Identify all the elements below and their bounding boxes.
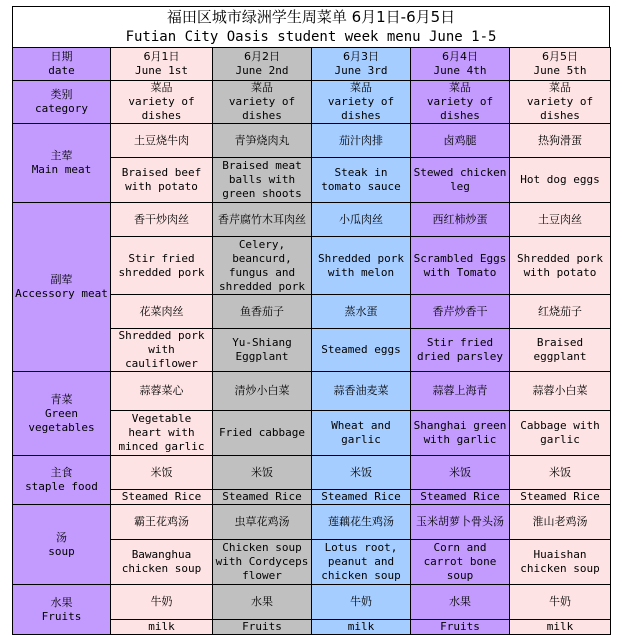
category-cell-4 bbox=[411, 81, 510, 124]
accessory-meat-label bbox=[13, 203, 111, 372]
accessory-2-en-text: Yu-Shiang Eggplant bbox=[232, 336, 292, 363]
table-row bbox=[13, 372, 611, 411]
fruits-en-text: milk bbox=[148, 620, 175, 633]
green-veg-en-cell-5 bbox=[510, 411, 611, 456]
accessory-1-zh-cell-1 bbox=[111, 203, 213, 237]
soup-label bbox=[13, 505, 111, 585]
main-meat-zh-text: 卤鸡腿 bbox=[443, 133, 477, 147]
category-label bbox=[13, 81, 111, 124]
staple-zh-cell-5 bbox=[510, 456, 611, 490]
staple-en-text: Steamed Rice bbox=[321, 490, 401, 503]
green-veg-zh-cell-3 bbox=[312, 372, 411, 411]
category-zh: 菜品 bbox=[150, 81, 173, 94]
green-veg-en-text: Vegetable heart with minced garlic bbox=[118, 412, 205, 453]
green-veg-zh-text: 蒜蓉菜心 bbox=[139, 384, 184, 397]
soup-zh-cell-2 bbox=[213, 505, 312, 540]
accessory-2-en-text: Stir fried dried parsley bbox=[416, 336, 504, 363]
accessory-1-zh-text: 小瓜肉丝 bbox=[339, 212, 383, 226]
staple-label-zh: 主食 bbox=[50, 466, 73, 479]
main-meat-zh-cell-1 bbox=[111, 124, 213, 158]
green-veg-en-cell-1 bbox=[111, 411, 213, 456]
date-zh: 6月3日 bbox=[343, 50, 379, 63]
category-zh: 菜品 bbox=[350, 81, 372, 94]
accessory-2-zh-text: 鱼香茄子 bbox=[240, 304, 284, 318]
menu-title bbox=[12, 6, 610, 47]
menu-sheet bbox=[12, 6, 610, 635]
green-veg-label bbox=[13, 372, 111, 456]
soup-zh-text: 虫草花鸡汤 bbox=[234, 515, 290, 528]
accessory-2-zh-cell-2 bbox=[213, 295, 312, 329]
green-veg-zh-cell-4 bbox=[411, 372, 510, 411]
accessory-2-zh-text: 蒸水蛋 bbox=[344, 304, 378, 318]
staple-en-text: Steamed Rice bbox=[121, 490, 202, 503]
accessory-2-en-cell-4 bbox=[411, 329, 510, 372]
category-en: variety of dishes bbox=[228, 95, 296, 122]
date-en: June 3rd bbox=[334, 64, 388, 77]
category-zh: 菜品 bbox=[449, 81, 471, 94]
staple-zh-text: 米饭 bbox=[449, 465, 471, 479]
soup-zh-text: 玉米胡萝卜骨头汤 bbox=[416, 515, 504, 528]
fruits-zh-cell-2 bbox=[213, 585, 312, 620]
fruits-en-text: milk bbox=[546, 620, 574, 633]
date-en: June 5th bbox=[533, 64, 587, 77]
date-en: June 2nd bbox=[235, 64, 289, 77]
fruits-zh-cell-3 bbox=[312, 585, 411, 620]
accessory-meat-label-zh: 副荤 bbox=[50, 273, 73, 286]
date-cell-2 bbox=[213, 48, 312, 81]
main-meat-label-zh: 主荤 bbox=[50, 149, 73, 162]
soup-zh-text: 莲藕花生鸡汤 bbox=[328, 515, 394, 528]
soup-zh-cell-1 bbox=[111, 505, 213, 540]
fruits-en-text: Fruits bbox=[440, 620, 480, 633]
date-en: June 4th bbox=[433, 64, 487, 77]
soup-en-cell-2 bbox=[213, 540, 312, 585]
soup-label-en: soup bbox=[48, 544, 75, 558]
accessory-2-en-cell-2 bbox=[213, 329, 312, 372]
category-zh: 菜品 bbox=[549, 81, 571, 94]
staple-zh-cell-1 bbox=[111, 456, 213, 490]
soup-en-text: Corn and carrot bone soup bbox=[423, 541, 497, 582]
main-meat-zh-text: 热狗滑蛋 bbox=[538, 133, 582, 147]
staple-en-text: Steamed Rice bbox=[520, 490, 600, 503]
accessory-2-zh-text: 红烧茄子 bbox=[538, 304, 582, 318]
fruits-zh-text: 牛奶 bbox=[350, 595, 372, 608]
staple-zh-cell-2 bbox=[213, 456, 312, 490]
date-cell-5 bbox=[510, 48, 611, 81]
green-veg-zh-text: 蒜蓉上海青 bbox=[432, 384, 488, 397]
main-meat-zh-text: 茄汁肉排 bbox=[339, 133, 383, 147]
date-cell-3 bbox=[312, 48, 411, 81]
staple-label-en: staple food bbox=[25, 480, 98, 493]
table-row bbox=[13, 203, 611, 237]
accessory-1-en-cell-3 bbox=[312, 237, 411, 295]
table-row bbox=[13, 505, 611, 540]
green-veg-zh-cell-1 bbox=[111, 372, 213, 411]
staple-en-cell-1 bbox=[111, 490, 213, 505]
date-label-en: date bbox=[48, 64, 75, 77]
soup-en-text: Huaishan chicken soup bbox=[520, 548, 600, 575]
soup-zh-text: 淮山老鸡汤 bbox=[532, 515, 588, 528]
main-meat-en-text: Braised meat balls with green shoots bbox=[222, 159, 302, 200]
accessory-1-zh-cell-4 bbox=[411, 203, 510, 237]
fruits-zh-cell-5 bbox=[510, 585, 611, 620]
fruits-label-zh: 水果 bbox=[50, 595, 73, 609]
staple-en-text: Steamed Rice bbox=[420, 490, 500, 503]
staple-label bbox=[13, 456, 111, 505]
green-veg-zh-cell-2 bbox=[213, 372, 312, 411]
main-meat-zh-cell-3 bbox=[312, 124, 411, 158]
staple-zh-text: 米饭 bbox=[150, 465, 173, 479]
accessory-2-en-cell-5 bbox=[510, 329, 611, 372]
accessory-1-en-text: Celery, beancurd, fungus and shredded pork bbox=[218, 237, 306, 293]
staple-zh-cell-4 bbox=[411, 456, 510, 490]
green-veg-en-text: Wheat and garlic bbox=[331, 419, 391, 446]
fruits-zh-cell-1 bbox=[111, 585, 213, 620]
date-zh: 6月1日 bbox=[143, 50, 180, 63]
main-meat-en-cell-5 bbox=[510, 158, 611, 203]
category-label-zh: 类别 bbox=[50, 88, 73, 101]
accessory-2-zh-cell-4 bbox=[411, 295, 510, 329]
green-veg-en-text: Shanghai green with garlic bbox=[413, 419, 507, 446]
staple-zh-text: 米饭 bbox=[251, 465, 273, 479]
fruits-zh-text: 牛奶 bbox=[549, 595, 571, 608]
main-meat-zh-cell-5 bbox=[510, 124, 611, 158]
main-meat-label bbox=[13, 124, 111, 203]
category-en: variety of dishes bbox=[128, 95, 195, 122]
green-veg-zh-cell-5 bbox=[510, 372, 611, 411]
fruits-en-text: Fruits bbox=[242, 620, 282, 633]
main-meat-en-text: Stewed chicken leg bbox=[413, 166, 507, 193]
accessory-1-zh-text: 西红柿炒蛋 bbox=[432, 212, 488, 226]
fruits-zh-text: 牛奶 bbox=[150, 595, 173, 608]
main-meat-zh-cell-4 bbox=[411, 124, 510, 158]
main-meat-label-en: Main meat bbox=[31, 163, 92, 176]
green-veg-label-en: Green vegetables bbox=[28, 406, 95, 434]
table-row bbox=[13, 124, 611, 158]
fruits-en-cell-2 bbox=[213, 620, 312, 635]
staple-en-cell-4 bbox=[411, 490, 510, 505]
date-zh: 6月2日 bbox=[244, 50, 280, 63]
main-meat-zh-text: 青笋烧肉丸 bbox=[234, 133, 290, 147]
accessory-1-en-cell-2 bbox=[213, 237, 312, 295]
staple-en-cell-5 bbox=[510, 490, 611, 505]
accessory-2-en-cell-3 bbox=[312, 329, 411, 372]
fruits-en-text: milk bbox=[347, 620, 375, 633]
soup-zh-cell-3 bbox=[312, 505, 411, 540]
soup-en-cell-1 bbox=[111, 540, 213, 585]
date-cell-4 bbox=[411, 48, 510, 81]
main-meat-en-cell-4 bbox=[411, 158, 510, 203]
soup-zh-cell-4 bbox=[411, 505, 510, 540]
accessory-1-en-text: Stir fried shredded pork bbox=[118, 251, 205, 279]
green-veg-zh-text: 清炒小白菜 bbox=[234, 384, 290, 397]
main-meat-en-cell-2 bbox=[213, 158, 312, 203]
main-meat-zh-text: 土豆烧牛肉 bbox=[134, 133, 189, 147]
fruits-zh-text: 水果 bbox=[251, 595, 273, 608]
date-en: June 1st bbox=[135, 64, 188, 77]
soup-en-cell-4 bbox=[411, 540, 510, 585]
accessory-2-zh-cell-1 bbox=[111, 295, 213, 329]
staple-en-cell-3 bbox=[312, 490, 411, 505]
green-veg-en-cell-3 bbox=[312, 411, 411, 456]
date-label-zh: 日期 bbox=[50, 50, 73, 63]
main-meat-en-text: Braised beef with potato bbox=[121, 166, 202, 193]
soup-label-zh: 汤 bbox=[56, 530, 67, 544]
soup-en-cell-3 bbox=[312, 540, 411, 585]
table-row bbox=[13, 585, 611, 620]
category-en: variety of dishes bbox=[526, 95, 594, 122]
accessory-2-zh-cell-3 bbox=[312, 295, 411, 329]
soup-en-text: Bawanghua chicken soup bbox=[121, 548, 202, 575]
green-veg-zh-text: 蒜蓉小白菜 bbox=[532, 384, 588, 397]
category-cell-3 bbox=[312, 81, 411, 124]
category-cell-1 bbox=[111, 81, 213, 124]
main-meat-zh-cell-2 bbox=[213, 124, 312, 158]
staple-en-text: Steamed Rice bbox=[222, 490, 302, 503]
green-veg-label-zh: 青菜 bbox=[50, 392, 73, 406]
staple-zh-cell-3 bbox=[312, 456, 411, 490]
main-meat-en-text: Hot dog eggs bbox=[520, 173, 600, 186]
accessory-1-en-text: Scrambled Eggs with Tomato bbox=[413, 251, 507, 279]
accessory-1-en-cell-1 bbox=[111, 237, 213, 295]
fruits-en-cell-4 bbox=[411, 620, 510, 635]
main-meat-en-cell-1 bbox=[111, 158, 213, 203]
soup-en-text: Chicken soup with Cordyceps flower bbox=[215, 541, 309, 582]
staple-en-cell-2 bbox=[213, 490, 312, 505]
green-veg-en-text: Cabbage with garlic bbox=[520, 419, 600, 446]
category-cell-5 bbox=[510, 81, 611, 124]
accessory-2-zh-text: 香芹炒香干 bbox=[432, 304, 488, 318]
accessory-2-zh-cell-5 bbox=[510, 295, 611, 329]
accessory-2-en-cell-1 bbox=[111, 329, 213, 372]
main-meat-en-text: Steak in tomato sauce bbox=[321, 166, 401, 193]
staple-zh-text: 米饭 bbox=[549, 465, 571, 479]
accessory-1-zh-cell-2 bbox=[213, 203, 312, 237]
category-en: variety of dishes bbox=[426, 95, 494, 122]
green-veg-en-cell-4 bbox=[411, 411, 510, 456]
accessory-2-zh-text: 花菜肉丝 bbox=[139, 304, 184, 318]
staple-zh-text: 米饭 bbox=[350, 465, 372, 479]
accessory-1-en-text: Shredded pork with melon bbox=[317, 251, 405, 279]
date-zh: 6月5日 bbox=[542, 50, 578, 63]
green-veg-en-cell-2 bbox=[213, 411, 312, 456]
main-meat-en-cell-3 bbox=[312, 158, 411, 203]
title-chinese: 福田区城市绿洲学生周菜单 6月1日-6月5日 bbox=[166, 8, 456, 26]
fruits-en-cell-3 bbox=[312, 620, 411, 635]
soup-en-text: Lotus root, peanut and chicken soup bbox=[321, 541, 401, 582]
accessory-1-en-cell-4 bbox=[411, 237, 510, 295]
accessory-1-zh-cell-5 bbox=[510, 203, 611, 237]
table-row bbox=[13, 48, 611, 81]
accessory-2-en-text: Shredded pork with cauliflower bbox=[118, 329, 205, 370]
table-row bbox=[13, 456, 611, 490]
accessory-1-zh-text: 香芹腐竹木耳肉丝 bbox=[218, 212, 306, 226]
category-cell-2 bbox=[213, 81, 312, 124]
accessory-1-zh-text: 土豆肉丝 bbox=[538, 212, 582, 226]
date-cell-1 bbox=[111, 48, 213, 81]
category-zh: 菜品 bbox=[251, 81, 273, 94]
green-veg-zh-text: 蒜香油麦菜 bbox=[333, 384, 389, 397]
menu-table bbox=[12, 47, 611, 635]
title-english: Futian City Oasis student week menu June 1-5 bbox=[125, 29, 497, 45]
accessory-meat-label-en: Accessory meat bbox=[15, 287, 108, 300]
green-veg-en-text: Fried cabbage bbox=[218, 426, 306, 439]
soup-zh-cell-5 bbox=[510, 505, 611, 540]
soup-en-cell-5 bbox=[510, 540, 611, 585]
accessory-1-en-text: Shredded pork with potato bbox=[516, 251, 604, 279]
accessory-2-en-text: Braised eggplant bbox=[533, 336, 587, 363]
table-row bbox=[13, 81, 611, 124]
fruits-en-cell-1 bbox=[111, 620, 213, 635]
fruits-label bbox=[13, 585, 111, 635]
accessory-1-en-cell-5 bbox=[510, 237, 611, 295]
accessory-1-zh-cell-3 bbox=[312, 203, 411, 237]
date-label bbox=[13, 48, 111, 81]
accessory-2-en-text: Steamed eggs bbox=[321, 343, 401, 356]
fruits-zh-cell-4 bbox=[411, 585, 510, 620]
category-en: variety of dishes bbox=[327, 95, 395, 122]
fruits-en-cell-5 bbox=[510, 620, 611, 635]
category-label-en: category bbox=[35, 102, 88, 115]
fruits-label-en: Fruits bbox=[41, 609, 82, 623]
date-zh: 6月4日 bbox=[442, 50, 478, 63]
soup-zh-text: 霸王花鸡汤 bbox=[134, 515, 189, 528]
accessory-1-zh-text: 香干炒肉丝 bbox=[134, 212, 189, 226]
fruits-zh-text: 水果 bbox=[449, 595, 471, 608]
